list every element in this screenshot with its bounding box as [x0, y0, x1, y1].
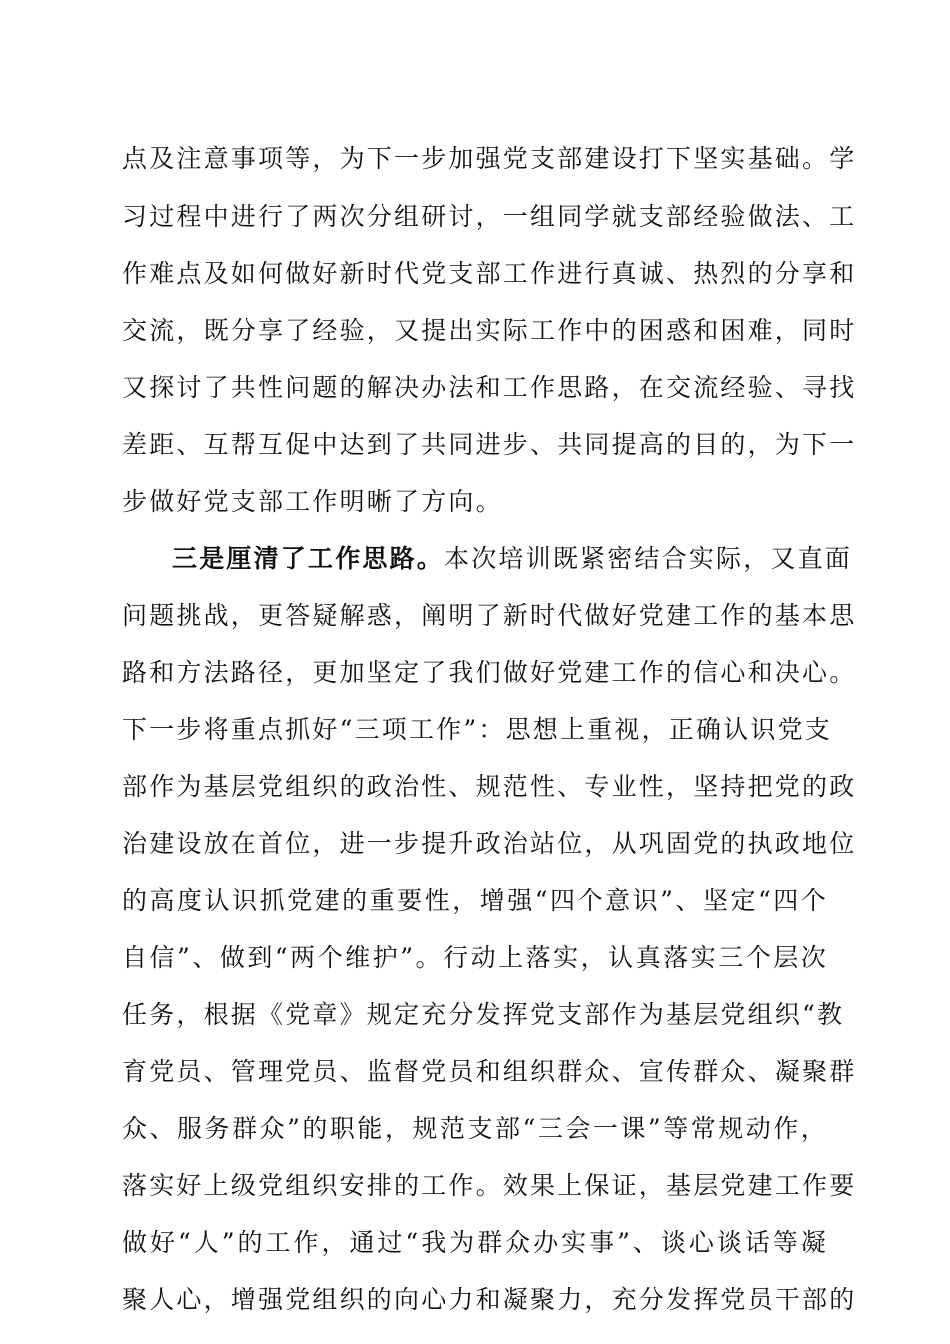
- paragraph-2-line-7: 的高度认识抓党建的重要性，增强“四个意识”、坚定“四个: [122, 886, 828, 915]
- paragraph-2-line-9: 任务，根据《党章》规定充分发挥党支部作为基层党组织“教: [122, 1000, 845, 1029]
- paragraph-2-line-14: 聚人心，增强党组织的向心力和凝聚力，充分发挥党员干部的: [122, 1285, 857, 1314]
- paragraph-1-line-7: 步做好党支部工作明晰了方向。: [122, 487, 503, 516]
- paragraph-2-line-6: 治建设放在首位，进一步提升政治站位，从巩固党的执政地位: [122, 829, 857, 858]
- paragraph-2-line-4: 下一步将重点抓好“三项工作”：思想上重视，正确认识党支: [122, 715, 832, 744]
- paragraph-2-line-11: 众、服务群众”的职能，规范支部“三会一课”等常规动作，: [122, 1114, 828, 1143]
- paragraph-2-line-13: 做好“人”的工作，通过“我为群众办实事”、谈心谈话等凝: [122, 1228, 828, 1257]
- paragraph-1-line-1: 点及注意事项等，为下一步加强党支部建设打下坚实基础。学: [122, 144, 857, 173]
- paragraph-2-line-3: 路和方法路径，更加坚定了我们做好党建工作的信心和决心。: [122, 658, 857, 687]
- paragraph-2-line-1-rest: 本次培训既紧密结合实际，又直面: [444, 544, 853, 573]
- paragraph-2-line-10: 育党员、管理党员、监督党员和组织群众、宣传群众、凝聚群: [122, 1057, 857, 1086]
- paragraph-2-line-5: 部作为基层党组织的政治性、规范性、专业性，坚持把党的政: [122, 772, 857, 801]
- paragraph-1-line-6: 差距、互帮互促中达到了共同进步、共同提高的目的，为下一: [122, 430, 857, 459]
- paragraph-1-line-4: 交流，既分享了经验，又提出实际工作中的困惑和困难，同时: [122, 316, 857, 345]
- paragraph-2-line-12: 落实好上级党组织安排的工作。效果上保证，基层党建工作要: [122, 1171, 857, 1200]
- paragraph-2-line-2: 问题挑战，更答疑解惑，阐明了新时代做好党建工作的基本思: [122, 601, 857, 630]
- section-heading: 三是厘清了工作思路。: [172, 544, 445, 573]
- paragraph-2-line-1: [172, 539, 853, 579]
- paragraph-1-line-5: 又探讨了共性问题的解决办法和工作思路，在交流经验、寻找: [122, 373, 857, 402]
- paragraph-1-line-2: 习过程中进行了两次分组研讨，一组同学就支部经验做法、工: [122, 202, 857, 231]
- paragraph-2-line-8: 自信”、做到“两个维护”。行动上落实，认真落实三个层次: [122, 943, 828, 972]
- paragraph-1-line-3: 作难点及如何做好新时代党支部工作进行真诚、热烈的分享和: [122, 259, 857, 288]
